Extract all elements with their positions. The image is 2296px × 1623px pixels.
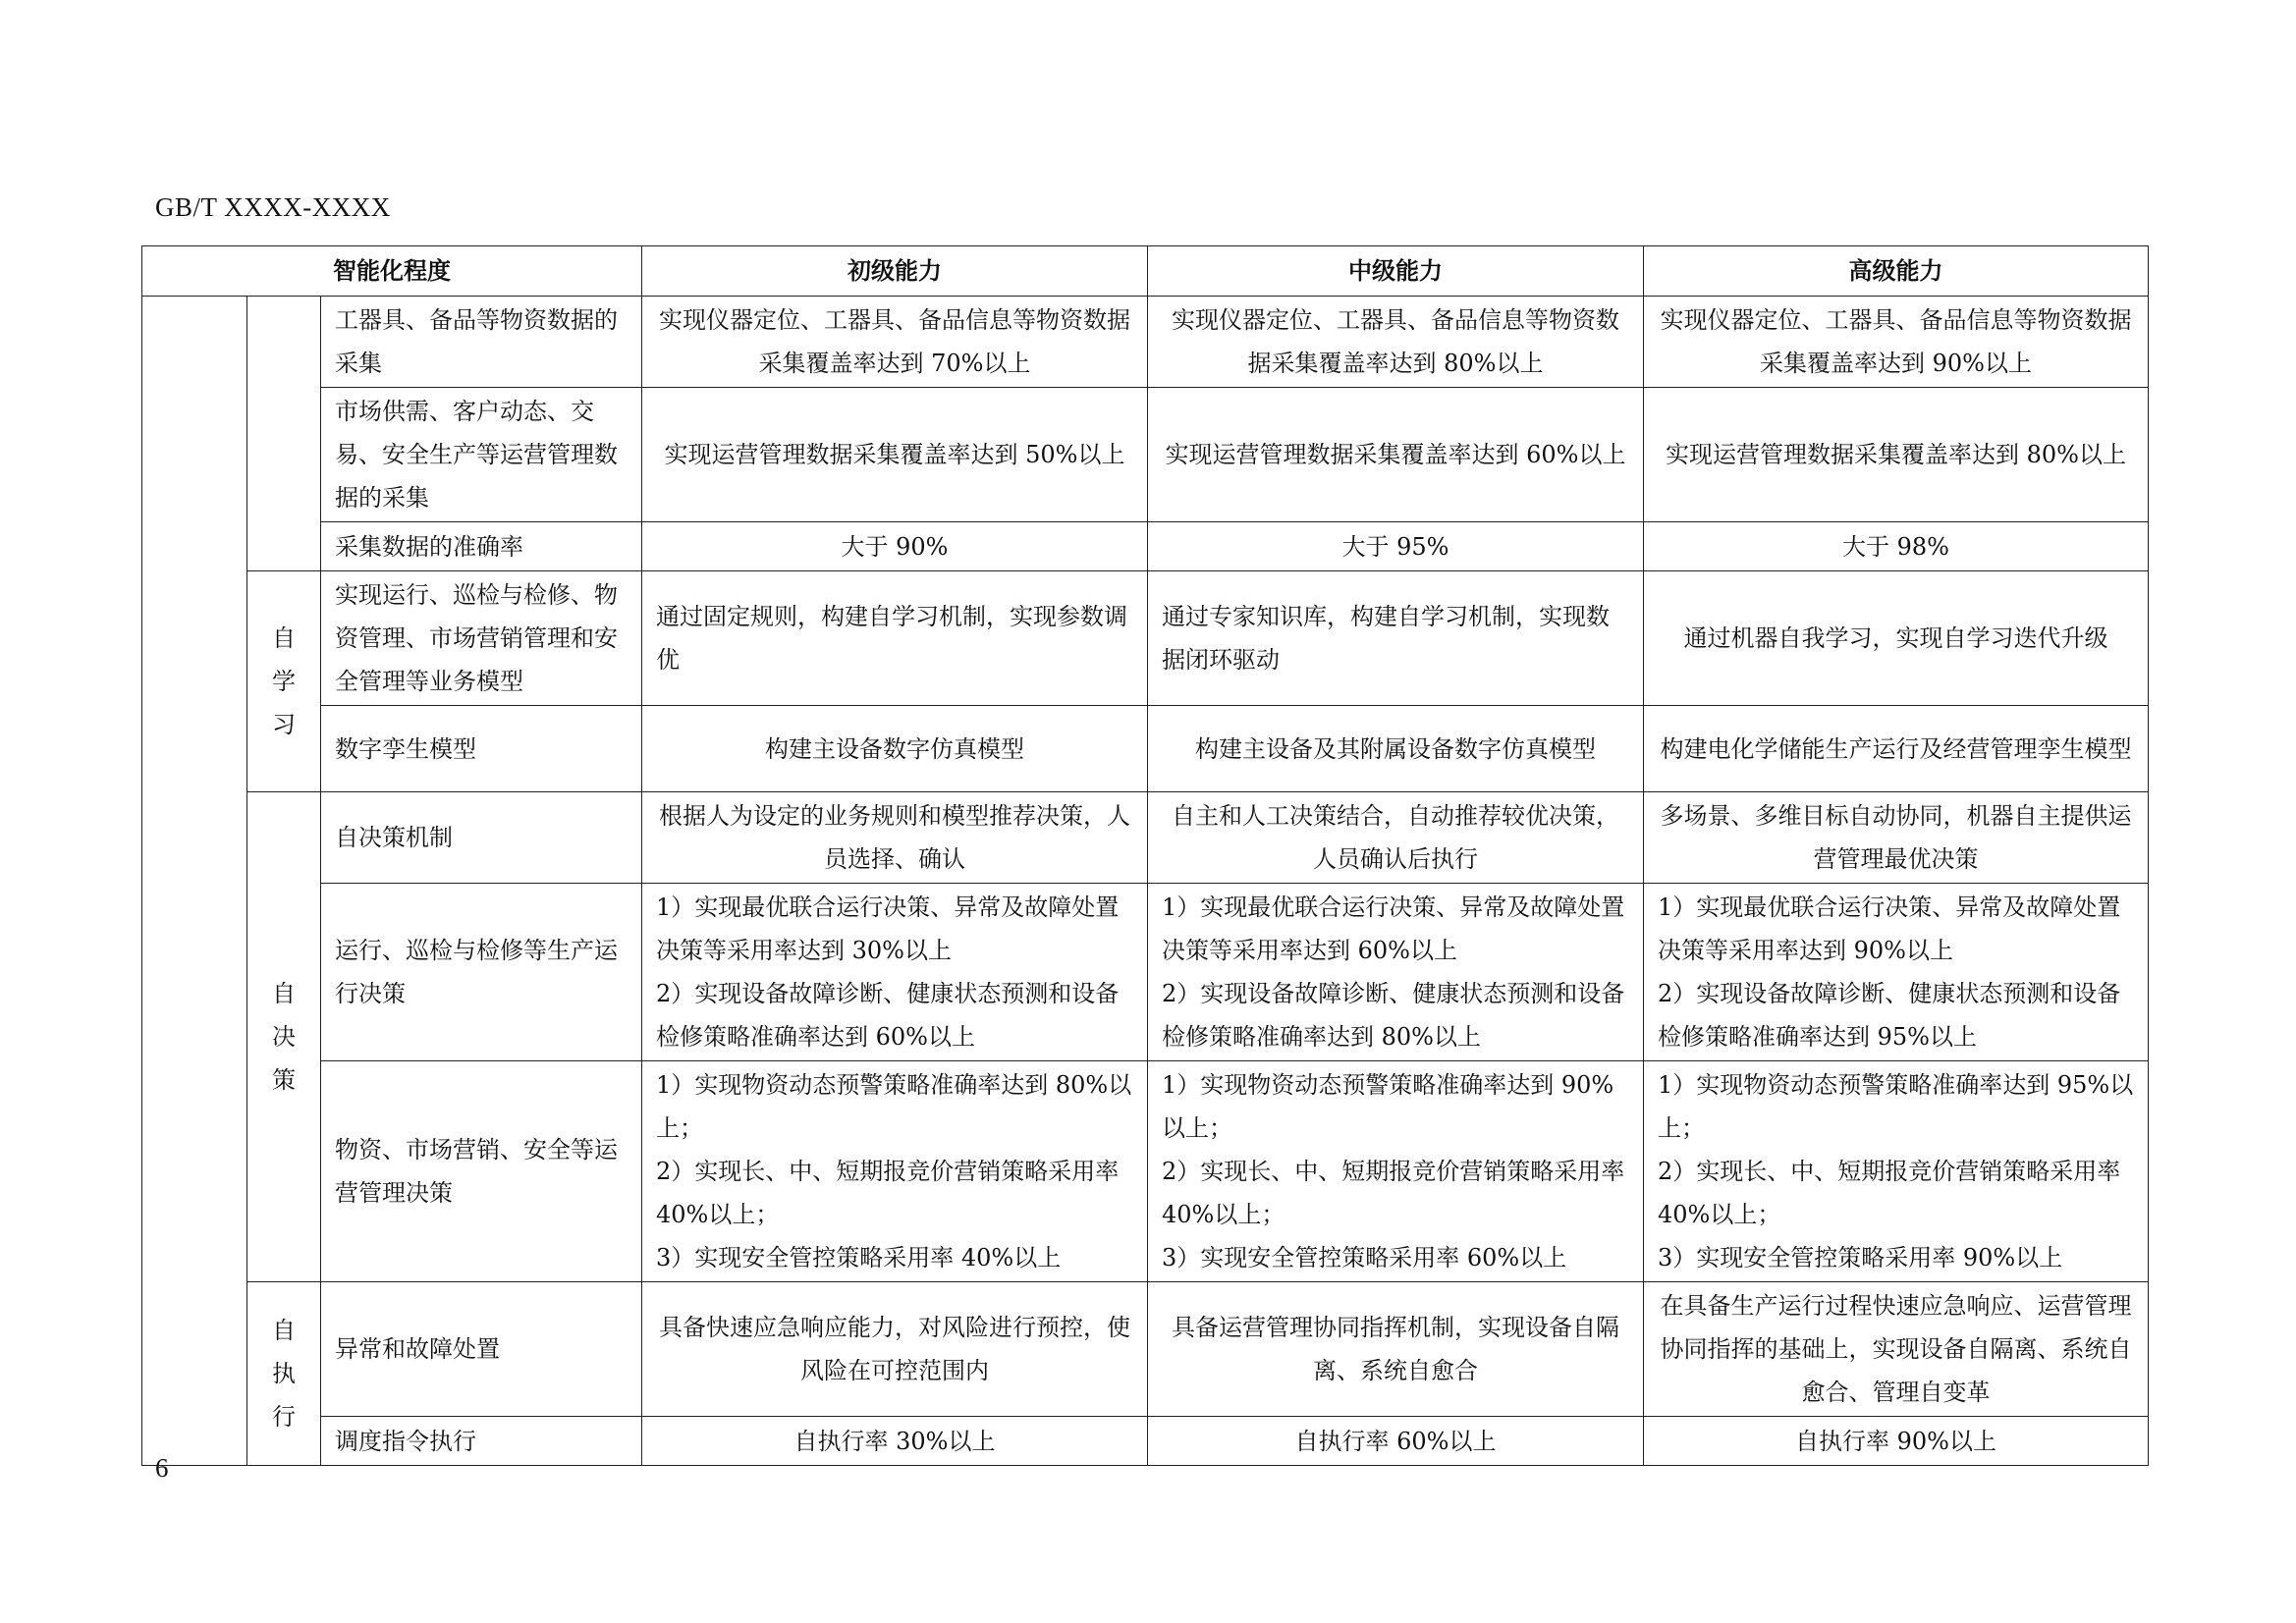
- header-basic: 初级能力: [642, 246, 1148, 297]
- item-cell: 自决策机制: [321, 792, 642, 884]
- intermediate-cell: 实现运营管理数据采集覆盖率达到 60%以上: [1148, 388, 1644, 522]
- advanced-cell: 1）实现物资动态预警策略准确率达到 95%以上； 2）实现长、中、短期报竞价营销策略采用率 40%以上； 3）实现安全管控策略采用率 90%以上: [1644, 1061, 2149, 1282]
- advanced-cell: 在具备生产运行过程快速应急响应、运营管理协同指挥的基础上，实现设备自隔离、系统自愈合、管理自变革: [1644, 1282, 2149, 1417]
- advanced-cell: 实现仪器定位、工器具、备品信息等物资数据采集覆盖率达到 90%以上: [1644, 297, 2149, 388]
- table-row: [142, 297, 2149, 388]
- item-cell: 采集数据的准确率: [321, 522, 642, 571]
- intermediate-cell: 通过专家知识库，构建自学习机制，实现数据闭环驱动: [1148, 571, 1644, 706]
- advanced-cell: 自执行率 90%以上: [1644, 1417, 2149, 1466]
- intermediate-cell: 1）实现最优联合运行决策、异常及故障处置决策等采用率达到 60%以上 2）实现设备故障诊断、健康状态预测和设备检修策略准确率达到 80%以上: [1148, 884, 1644, 1061]
- table-row: [142, 1282, 2149, 1417]
- item-cell: 异常和故障处置: [321, 1282, 642, 1417]
- basic-cell: 自执行率 30%以上: [642, 1417, 1148, 1466]
- item-cell: 物资、市场营销、安全等运营管理决策: [321, 1061, 642, 1282]
- basic-cell: 实现运营管理数据采集覆盖率达到 50%以上: [642, 388, 1148, 522]
- capability-table: [141, 245, 2149, 1466]
- header-advanced: 高级能力: [1644, 246, 2149, 297]
- basic-cell: 通过固定规则，构建自学习机制，实现参数调优: [642, 571, 1148, 706]
- table-row: [142, 884, 2149, 1061]
- advanced-cell: 1）实现最优联合运行决策、异常及故障处置决策等采用率达到 90%以上 2）实现设备故障诊断、健康状态预测和设备检修策略准确率达到 95%以上: [1644, 884, 2149, 1061]
- basic-cell: 实现仪器定位、工器具、备品信息等物资数据采集覆盖率达到 70%以上: [642, 297, 1148, 388]
- intermediate-cell: 实现仪器定位、工器具、备品信息等物资数据采集覆盖率达到 80%以上: [1148, 297, 1644, 388]
- header-intelligence-level: 智能化程度: [142, 246, 642, 297]
- category-self-execution: 自 执 行: [247, 1282, 321, 1466]
- advanced-cell: 通过机器自我学习，实现自学习迭代升级: [1644, 571, 2149, 706]
- basic-cell: 根据人为设定的业务规则和模型推荐决策，人员选择、确认: [642, 792, 1148, 884]
- basic-cell: 构建主设备数字仿真模型: [642, 706, 1148, 792]
- table-row: [142, 1417, 2149, 1466]
- intermediate-cell: 自主和人工决策结合，自动推荐较优决策，人员确认后执行: [1148, 792, 1644, 884]
- item-cell: 数字孪生模型: [321, 706, 642, 792]
- page-number: 6: [155, 1453, 169, 1483]
- intermediate-cell: 大于 95%: [1148, 522, 1644, 571]
- item-cell: 工器具、备品等物资数据的采集: [321, 297, 642, 388]
- category-self-learning: 自 学 习: [247, 571, 321, 792]
- basic-cell: 大于 90%: [642, 522, 1148, 571]
- table-row: [142, 792, 2149, 884]
- basic-cell: 1）实现物资动态预警策略准确率达到 80%以上； 2）实现长、中、短期报竞价营销策略采用率 40%以上； 3）实现安全管控策略采用率 40%以上: [642, 1061, 1148, 1282]
- advanced-cell: 实现运营管理数据采集覆盖率达到 80%以上: [1644, 388, 2149, 522]
- table-row: [142, 571, 2149, 706]
- advanced-cell: 大于 98%: [1644, 522, 2149, 571]
- advanced-cell: 构建电化学储能生产运行及经营管理孪生模型: [1644, 706, 2149, 792]
- sub-category-cell: [247, 297, 321, 571]
- basic-cell: 具备快速应急响应能力，对风险进行预控，使风险在可控范围内: [642, 1282, 1148, 1417]
- table-header-row: [142, 246, 2149, 297]
- table-row: [142, 388, 2149, 522]
- item-cell: 市场供需、客户动态、交易、安全生产等运营管理数据的采集: [321, 388, 642, 522]
- intermediate-cell: 具备运营管理协同指挥机制，实现设备自隔离、系统自愈合: [1148, 1282, 1644, 1417]
- advanced-cell: 多场景、多维目标自动协同，机器自主提供运营管理最优决策: [1644, 792, 2149, 884]
- item-cell: 运行、巡检与检修等生产运行决策: [321, 884, 642, 1061]
- outer-category-cell: [142, 297, 247, 1466]
- header-intermediate: 中级能力: [1148, 246, 1644, 297]
- intermediate-cell: 构建主设备及其附属设备数字仿真模型: [1148, 706, 1644, 792]
- intermediate-cell: 1）实现物资动态预警策略准确率达到 90%以上； 2）实现长、中、短期报竞价营销策略采用率 40%以上； 3）实现安全管控策略采用率 60%以上: [1148, 1061, 1644, 1282]
- table-row: [142, 1061, 2149, 1282]
- table-row: [142, 706, 2149, 792]
- item-cell: 调度指令执行: [321, 1417, 642, 1466]
- item-cell: 实现运行、巡检与检修、物资管理、市场营销管理和安全管理等业务模型: [321, 571, 642, 706]
- intermediate-cell: 自执行率 60%以上: [1148, 1417, 1644, 1466]
- table-row: [142, 522, 2149, 571]
- basic-cell: 1）实现最优联合运行决策、异常及故障处置决策等采用率达到 30%以上 2）实现设备故障诊断、健康状态预测和设备检修策略准确率达到 60%以上: [642, 884, 1148, 1061]
- category-self-decision: 自 决 策: [247, 792, 321, 1282]
- document-code: GB/T XXXX-XXXX: [155, 192, 391, 222]
